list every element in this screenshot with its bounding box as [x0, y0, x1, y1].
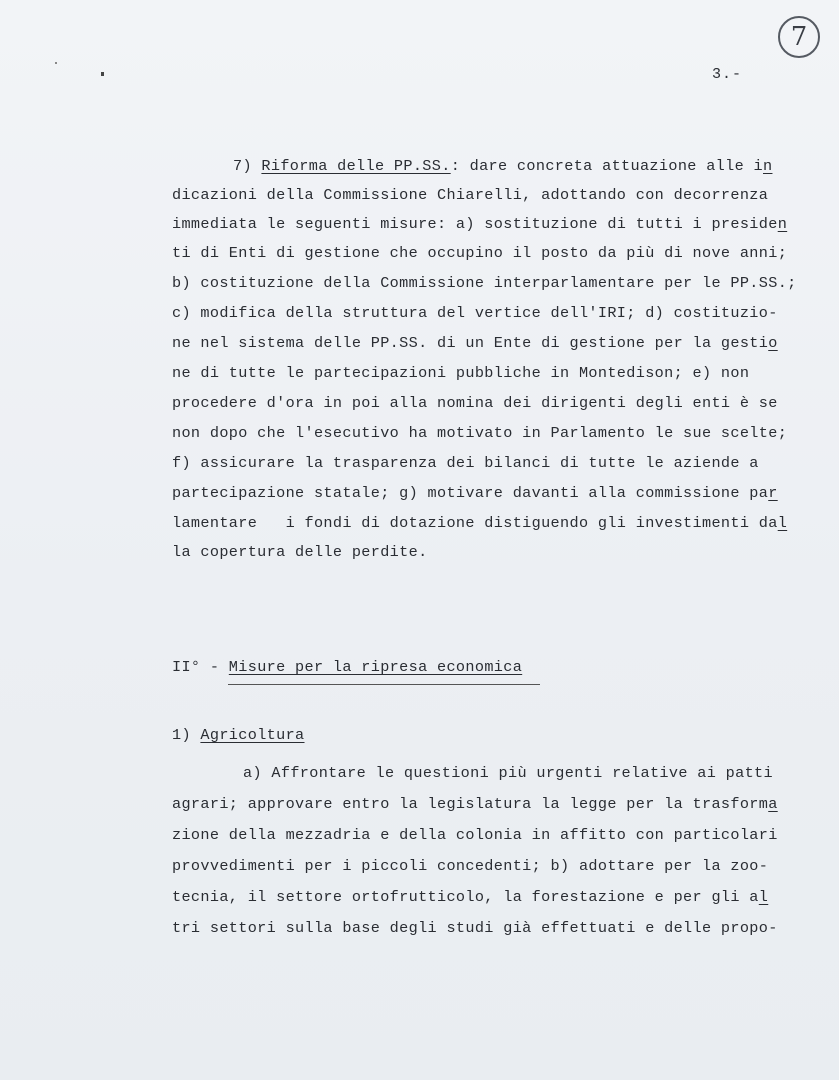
line-text: lamentare i fondi di dotazione distiguendo gli investimenti da	[172, 514, 778, 532]
line-text: immediata le seguenti misure: a) sostituzione di tutti i preside	[172, 215, 778, 233]
paragraph-line: tri settori sulla base degli studi già effettuati e delle propo-	[172, 919, 778, 937]
line-text: agrari; approvare entro la legislatura la legge per la trasform	[172, 795, 769, 813]
paragraph-line: ne di tutte le partecipazioni pubbliche in Montedison; e) non	[172, 364, 750, 382]
heading-double-rule	[228, 684, 540, 685]
hyphen-split: l	[758, 888, 769, 906]
item-number: 7)	[233, 157, 262, 175]
paragraph-line	[172, 215, 787, 233]
hyphen-split: n	[777, 215, 788, 233]
hyphen-split: l	[777, 514, 788, 532]
circled-page-stamp: 7	[778, 16, 820, 58]
paragraph-line: f) assicurare la trasparenza dei bilanci di tutte le aziende a	[172, 454, 759, 472]
paragraph-line	[172, 334, 778, 352]
subsection-heading	[172, 726, 305, 744]
line-text: tecnia, il settore ortofrutticolo, la forestazione e per gli a	[172, 888, 759, 906]
paragraph-line	[172, 514, 787, 532]
hyphen-split: n	[763, 157, 773, 175]
paragraph-line: zione della mezzadria e della colonia in affitto con particolari	[172, 826, 778, 844]
section-title: Riforma delle PP.SS.	[261, 157, 451, 175]
paragraph-line: procedere d'ora in poi alla nomina dei dirigenti degli enti è se	[172, 394, 778, 412]
paragraph-line: la copertura delle perdite.	[172, 543, 428, 561]
paragraph-line	[172, 795, 778, 813]
paragraph-line: c) modifica della struttura del vertice dell'IRI; d) costituzio-	[172, 304, 778, 322]
subsection-title: Agricoltura	[200, 726, 305, 744]
section-title: Misure per la ripresa economica	[228, 658, 523, 676]
paragraph-line: non dopo che l'esecutivo ha motivato in Parlamento le sue scelte;	[172, 424, 788, 442]
section-number: II° -	[172, 658, 229, 676]
paragraph-line	[233, 157, 772, 175]
paragraph-line	[172, 888, 768, 906]
paragraph-line: a) Affrontare le questioni più urgenti relative ai patti	[243, 764, 773, 782]
hyphen-split: r	[768, 484, 778, 502]
line-text: ne nel sistema delle PP.SS. di un Ente di gestione per la gesti	[172, 334, 769, 352]
section-heading	[172, 658, 522, 676]
page-number: 3.-	[712, 66, 743, 83]
paragraph-line: ti di Enti di gestione che occupino il posto da più di nove anni;	[172, 244, 788, 262]
paragraph-line: b) costituzione della Commissione interparlamentare per le PP.SS.;	[172, 274, 797, 292]
scan-speck	[55, 62, 57, 64]
scan-speck	[101, 72, 104, 76]
paragraph-line: provvedimenti per i piccoli concedenti; b) adottare per la zoo-	[172, 857, 769, 875]
paragraph-line	[172, 484, 778, 502]
hyphen-split: a	[768, 795, 778, 813]
subsection-number: 1)	[172, 726, 201, 744]
line-text: partecipazione statale; g) motivare davanti alla commissione pa	[172, 484, 769, 502]
line-text: : dare concreta attuazione alle i	[450, 157, 763, 175]
hyphen-split: o	[768, 334, 778, 352]
paragraph-line: dicazioni della Commissione Chiarelli, adottando con decorrenza	[172, 186, 769, 204]
